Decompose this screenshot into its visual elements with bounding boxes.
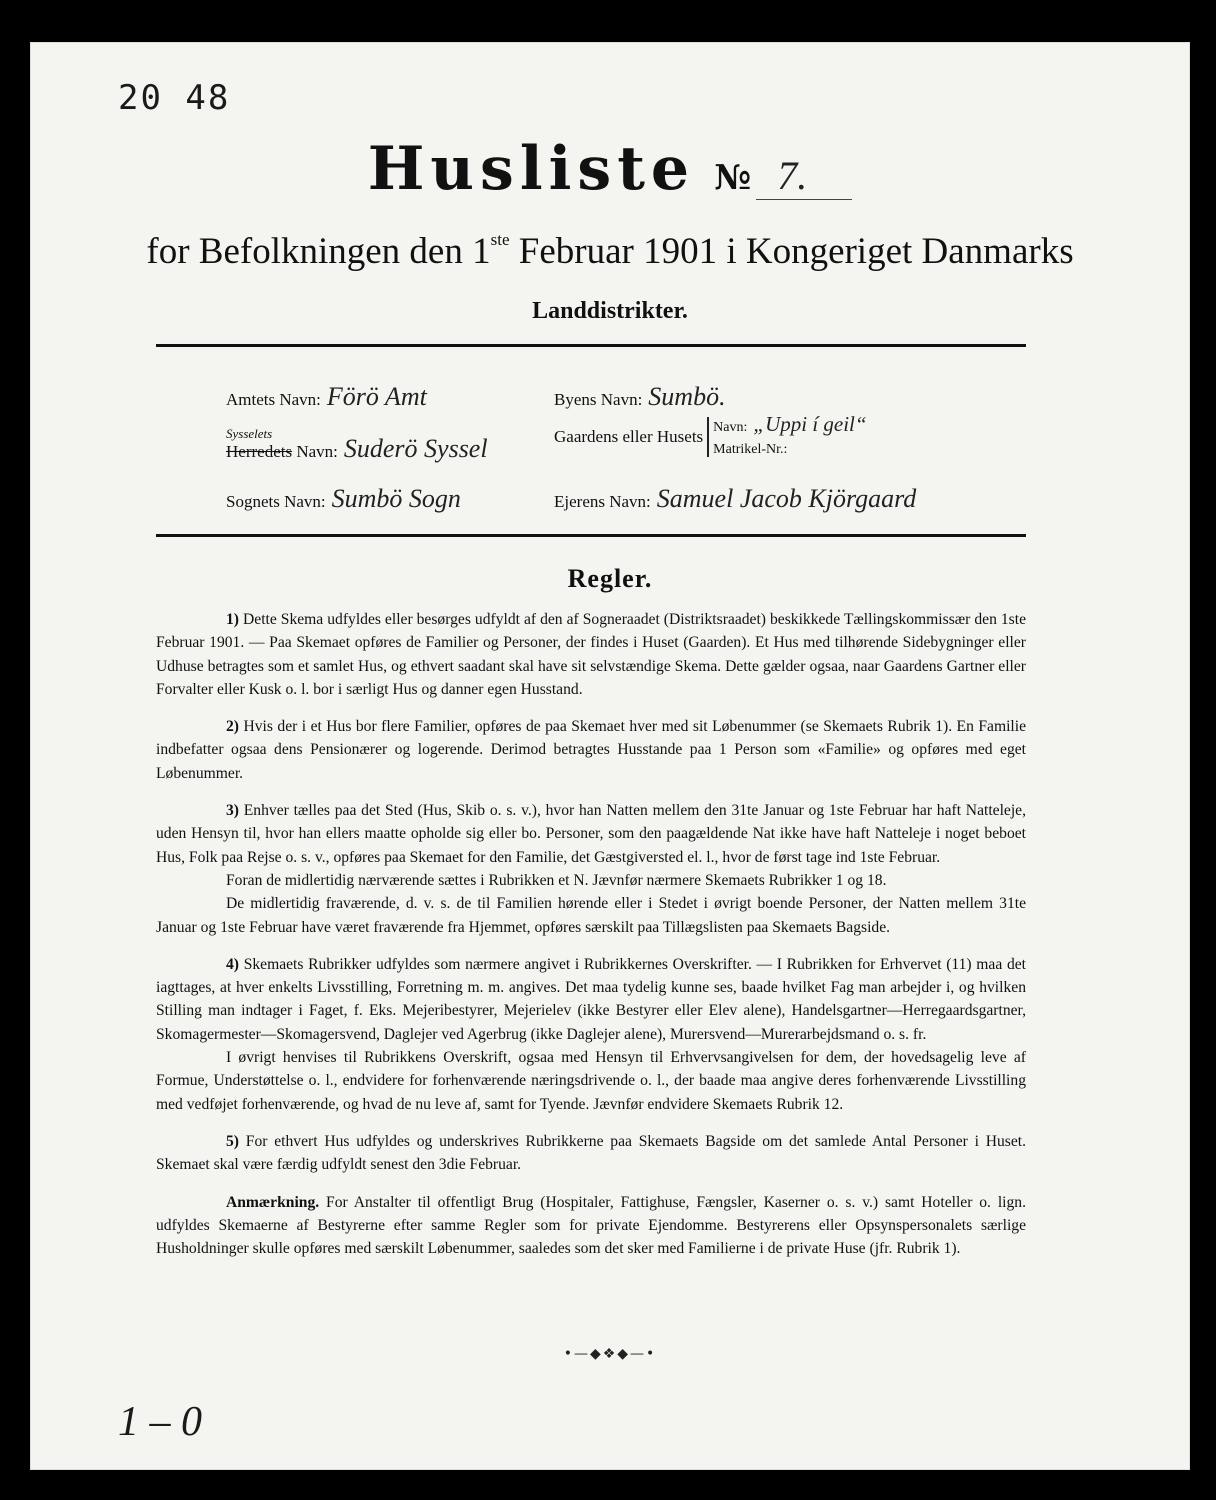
rule-number: 1) — [226, 611, 239, 628]
rule-text: For Anstalter til offentligt Brug (Hospitaler, Fattighuse, Fængsler, Kaserner o. s. v.) samt Hoteller o. lign. udfyldes Skemaerne af Bestyrerne efter samme Regler som for private Ejendomme. Bestyrerens eller Opsynspersonalets særlige Husholdninger skulle opføres med særskilt Løbenummer, saaledes som det sker med Familierne i de private Huse (jfr. Rubrik 1). — [156, 1193, 1026, 1258]
rule-paragraph — [156, 1046, 1026, 1116]
gaard-field — [554, 414, 867, 460]
subtitle — [30, 230, 1190, 273]
rule-text: Hvis der i et Hus bor flere Familier, opføres de paa Skemaet hver med sit Løbenummer (se Skemaets Rubrik 1). En Familie indbefatter ogsaa dens Pensionærer og logerende. Derimod betragtes Husstande paa 1 Person som «Familie» og opføres med eget Løbenummer. — [156, 718, 1026, 782]
house-number-handwritten: 7. — [756, 152, 852, 200]
herred-label: Navn: — [296, 442, 338, 461]
sogn-value: Sumbö Sogn — [331, 484, 461, 513]
rule-paragraph — [156, 892, 1026, 939]
brace-mark — [707, 417, 709, 457]
pencil-mark-bottom: 1 – 0 — [118, 1399, 202, 1445]
rule-text: Dette Skema udfyldes eller besørges udfyldt af den af Sogneraadet (Distriktsraadet) beskikkede Tællingskommissær den 1ste Februar 1901. — Paa Skemaet opføres de Familier og Personer, der findes i Huset (Gaarden). Et Hus med tilhørende Sidebygninger eller Udhuse betragtes som et samlet Hus, og ethvert saadant skal have sit selvstændige Skema. Dette gælder ogsaa, naar Gaardens Gartner eller Forvalter eller Kusk o. l. bor i særligt Hus og danner egen Husstand. — [156, 611, 1026, 698]
subtitle-landdistrikter: Landdistrikter. — [532, 298, 688, 324]
divider-top — [156, 344, 1026, 347]
sogn-field — [226, 484, 461, 514]
ejer-label: Ejerens Navn: — [554, 492, 651, 511]
rule-number: 2) — [226, 718, 239, 736]
rule-text: I øvrigt henvises til Rubrikkens Overskrift, ogsaa med Hensyn til Erhvervsangivelsen for dem, der hovedsagelig leve af Formue, Understøttelse o. l., endvidere for forhenværende næringsdrivende o. l., der baade maa angive deres forhenværende Livsstilling med vedføjet forhenværende, og hvad de nu leve af, samt for Tyende. Jævnfør endvidere Skemaets Rubrik 12. — [156, 1049, 1026, 1113]
rule-text: De midlertidig fraværende, d. v. s. de til Familien hørende eller i Stedet i øvrigt boende Personer, der Natten mellem 31te Januar og 1ste Februar have været fraværende fra Hjemmet, opføres særskilt paa Tillægslisten paa Skemaets Bagside. — [156, 895, 1026, 936]
rule-text: For ethvert Hus udfyldes og underskrives Rubrikkerne paa Skemaets Bagside om det samlede Antal Personer i Huset. Skemaet skal være færdig udfyldt senest den 3die Februar. — [156, 1132, 1026, 1174]
rule-paragraph — [156, 1130, 1026, 1177]
gaard-navn-label: Navn: — [713, 420, 748, 435]
herred-value: Suderö Syssel — [343, 434, 488, 463]
gaard-label: Gaardens eller Husets — [554, 427, 704, 446]
by-label: Byens Navn: — [554, 390, 643, 409]
subtitle-part-b: Februar 1901 i Kongeriget Danmarks — [509, 231, 1074, 272]
rule-number: Anmærkning. — [226, 1193, 320, 1211]
matrikel-label: Matrikel-Nr.: — [713, 442, 788, 457]
rule-paragraph — [156, 608, 1026, 701]
rule-paragraph — [156, 869, 1026, 892]
sogn-label: Sognets Navn: — [226, 492, 326, 511]
divider-bottom — [156, 534, 1026, 537]
ornament-divider: •—◆❖◆—• — [563, 1346, 657, 1362]
by-value: Sumbö. — [648, 382, 726, 411]
amt-field — [226, 382, 427, 412]
rule-paragraph — [156, 953, 1026, 1046]
herred-label-struck: Herredets — [226, 442, 293, 461]
pencil-number-top: 20 48 — [118, 78, 231, 118]
rules-heading: Regler. — [567, 564, 653, 593]
subtitle-superscript: ste — [490, 230, 510, 249]
rules-body — [156, 608, 1026, 1274]
rule-text: Enhver tælles paa det Sted (Hus, Skib o. s. v.), hvor han Natten mellem den 31te Januar og 1ste Februar har haft Natteleje, uden Hensyn til, hvor han ellers maatte opholde sig eller bo. Personer, som den paagældende Nat ikke have haft Natteleje i noget beboet Hus, Folk paa Rejse o. s. v., opføres paa Skemaet for den Familie, det Gæstgiversted el. l., hvor de først tage ind 1ste Februar. — [156, 802, 1026, 866]
rule-paragraph — [156, 799, 1026, 869]
gaard-navn-value: „Uppi í geil“ — [753, 412, 867, 436]
by-field — [554, 382, 726, 412]
page-title: Husliste — [367, 134, 696, 204]
rule-paragraph — [156, 715, 1026, 785]
rule-number: 3) — [226, 802, 239, 820]
herred-overwrite-handwritten: Sysselets — [226, 426, 273, 441]
rule-number: 4) — [226, 955, 239, 973]
title-row — [30, 134, 1190, 204]
subtitle-part-a: for Befolkningen den 1 — [146, 231, 491, 272]
amt-value: Förö Amt — [326, 382, 427, 411]
rule-text: Skemaets Rubrikker udfyldes som nærmere angivet i Rubrikkernes Overskrifter. — I Rubrikken for Erhvervet (11) maa det iagttages, at hver enkelts Livsstilling, Forretning m. m. angives. Det maa tydelig kunne ses, baade hvilket Fag man arbejder i, og hvilken Stilling man indtager i Faget, f. Eks. Mejeribestyrer, Mejerielev (ikke Bestyrer eller Elev alene), Handelsgartner—Herregaardsgartner, Skomagermester—Skomagersvend, Daglejer ved Agerbrug (ikke Daglejer alene), Murersvend—Murerarbejdsmand o. s. fr. — [156, 955, 1026, 1043]
number-label: № — [714, 158, 752, 198]
amt-label: Amtets Navn: — [226, 390, 321, 409]
rule-paragraph — [156, 1191, 1026, 1261]
herred-field — [226, 426, 488, 464]
ejer-field — [554, 484, 916, 514]
rule-number: 5) — [226, 1132, 239, 1150]
ejer-value: Samuel Jacob Kjörgaard — [656, 484, 917, 513]
form-sheet — [30, 42, 1190, 1470]
rule-text: Foran de midlertidig nærværende sættes i Rubrikken et N. Jævnfør nærmere Skemaets Rubrikker 1 og 18. — [226, 871, 887, 889]
